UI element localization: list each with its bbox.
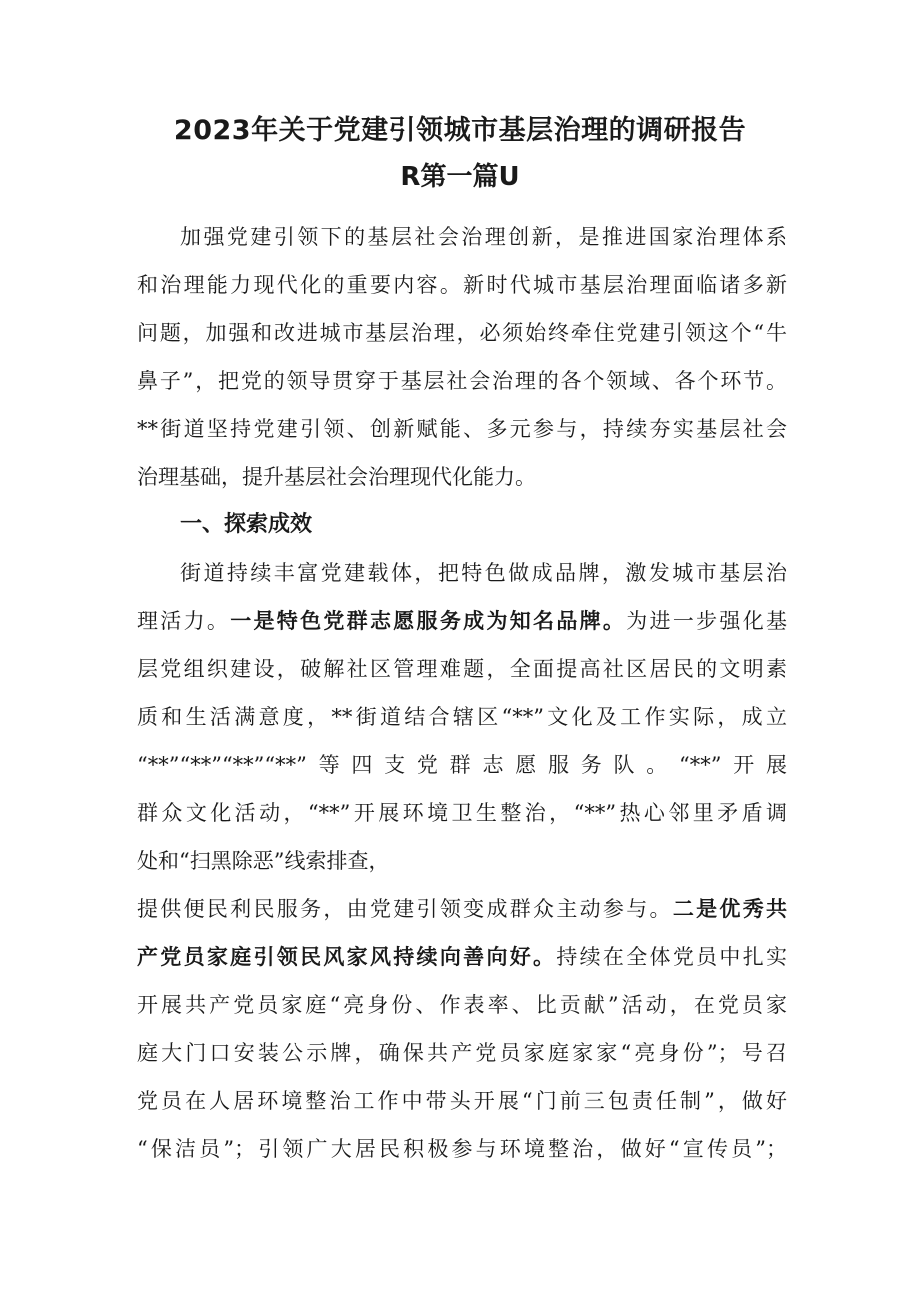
body-line-10: 开展共产党员家庭“亮身份、作表率、比贡献”活动，在党员家	[137, 993, 787, 1017]
body-line-7: 处和“扫黑除恶”线索排查，	[137, 849, 390, 873]
body-line-8-bold: 二是优秀共	[672, 896, 788, 921]
intro-line-6: 治理基础，提升基层社会治理现代化能力。	[137, 465, 536, 489]
intro-line-1: 加强党建引领下的基层社会治理创新，是推进国家治理体系	[180, 225, 787, 249]
body-line-2-post: 为进一步强化基	[626, 609, 788, 633]
body-line-2	[137, 597, 787, 645]
body-line-9-post: 持续在全体党员中扎实	[556, 945, 788, 969]
body-line-9-bold: 产党员家庭引领民风家风持续向善向好。	[137, 944, 557, 969]
body-line-4: 质和生活满意度，**街道结合辖区“**”文化及工作实际，成立	[137, 705, 787, 729]
body-line-8	[137, 885, 787, 933]
section-heading: 一、探索成效	[180, 512, 313, 537]
body-line-11: 庭大门口安装公示牌，确保共产党员家庭家家“亮身份”；号召	[137, 1041, 787, 1065]
body-line-2-pre: 理活力。	[137, 609, 231, 633]
document-subtitle: R第一篇U	[400, 162, 520, 192]
body-line-8-pre: 提供便民利民服务，由党建引领变成群众主动参与。	[137, 897, 673, 921]
intro-line-3: 问题，加强和改进城市基层治理，必须始终牵住党建引领这个“牛	[137, 321, 787, 345]
document-title: 2023年关于党建引领城市基层治理的调研报告	[173, 115, 747, 146]
body-line-5: “**”“**”“**”“**”等四支党群志愿服务队。“**”开展	[137, 753, 787, 777]
intro-line-5: **街道坚持党建引领、创新赋能、多元参与，持续夯实基层社会	[137, 417, 787, 441]
body-line-6: 群众文化活动，“**”开展环境卫生整治，“**”热心邻里矛盾调	[137, 801, 787, 825]
body-line-1: 街道持续丰富党建载体，把特色做成品牌，激发城市基层治	[180, 561, 787, 585]
intro-line-2: 和治理能力现代化的重要内容。新时代城市基层治理面临诸多新	[137, 273, 787, 297]
body-line-2-bold: 一是特色党群志愿服务成为知名品牌。	[230, 608, 627, 633]
body-line-12: 党员在人居环境整治工作中带头开展“门前三包责任制”，做好	[137, 1089, 787, 1113]
body-line-13: “保洁员”；引领广大居民积极参与环境整治，做好“宣传员”；	[137, 1137, 787, 1161]
intro-line-4: 鼻子”，把党的领导贯穿于基层社会治理的各个领域、各个环节。	[137, 369, 787, 393]
body-line-3: 层党组织建设，破解社区管理难题，全面提高社区居民的文明素	[137, 657, 787, 681]
body-line-9	[137, 933, 787, 981]
